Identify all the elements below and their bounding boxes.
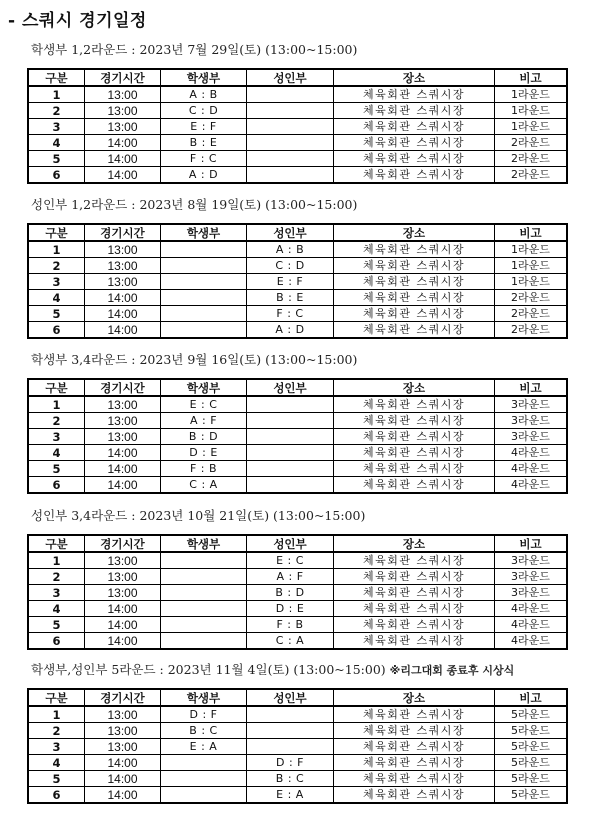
column-header-place: 장소 <box>334 69 495 86</box>
cell-student <box>161 601 247 617</box>
cell-student <box>161 322 247 339</box>
cell-note: 1라운드 <box>495 241 568 258</box>
column-header-adult: 성인부 <box>247 224 334 241</box>
cell-adult <box>247 723 334 739</box>
cell-student: F : B <box>161 461 247 477</box>
page-title: - 스쿼시 경기일정 <box>8 11 147 31</box>
cell-note: 3라운드 <box>495 413 568 429</box>
cell-no: 3 <box>28 119 85 135</box>
cell-note: 4라운드 <box>495 633 568 650</box>
cell-time: 14:00 <box>85 322 161 339</box>
column-header-adult: 성인부 <box>247 379 334 396</box>
section-caption-text: 성인부 3,4라운드 : 2023년 10월 21일(토) (13:00~15:00) <box>31 508 366 523</box>
column-header-no: 구분 <box>28 535 85 552</box>
cell-adult <box>247 396 334 413</box>
cell-no: 6 <box>28 322 85 339</box>
column-header-place: 장소 <box>334 224 495 241</box>
table-header-row <box>28 69 567 86</box>
cell-no: 6 <box>28 633 85 650</box>
cell-place: 체육회관 스쿼시장 <box>334 119 495 135</box>
table-row <box>28 445 567 461</box>
cell-adult <box>247 151 334 167</box>
cell-note: 5라운드 <box>495 755 568 771</box>
cell-student: B : D <box>161 429 247 445</box>
cell-student: E : C <box>161 396 247 413</box>
cell-time: 14:00 <box>85 151 161 167</box>
table-row <box>28 413 567 429</box>
section-caption <box>31 350 357 368</box>
table-row <box>28 552 567 569</box>
cell-adult <box>247 477 334 494</box>
cell-no: 2 <box>28 569 85 585</box>
cell-student: F : C <box>161 151 247 167</box>
cell-time: 13:00 <box>85 739 161 755</box>
cell-note: 5라운드 <box>495 706 568 723</box>
cell-adult: E : A <box>247 787 334 804</box>
column-header-time: 경기시간 <box>85 224 161 241</box>
cell-student: C : A <box>161 477 247 494</box>
cell-time: 13:00 <box>85 103 161 119</box>
cell-note: 1라운드 <box>495 86 568 103</box>
cell-no: 4 <box>28 135 85 151</box>
cell-student <box>161 617 247 633</box>
cell-time: 14:00 <box>85 787 161 804</box>
section-caption <box>31 40 357 58</box>
cell-student <box>161 755 247 771</box>
column-header-note: 비고 <box>495 535 568 552</box>
cell-place: 체육회관 스쿼시장 <box>334 413 495 429</box>
table-row <box>28 306 567 322</box>
cell-adult <box>247 706 334 723</box>
cell-no: 3 <box>28 429 85 445</box>
cell-no: 1 <box>28 241 85 258</box>
cell-adult: A : B <box>247 241 334 258</box>
cell-place: 체육회관 스쿼시장 <box>334 771 495 787</box>
cell-note: 1라운드 <box>495 274 568 290</box>
cell-time: 13:00 <box>85 706 161 723</box>
cell-time: 13:00 <box>85 119 161 135</box>
cell-note: 2라운드 <box>495 151 568 167</box>
cell-adult: A : D <box>247 322 334 339</box>
cell-time: 14:00 <box>85 633 161 650</box>
cell-time: 14:00 <box>85 167 161 184</box>
cell-note: 1라운드 <box>495 258 568 274</box>
table-header-row <box>28 689 567 706</box>
column-header-time: 경기시간 <box>85 535 161 552</box>
column-header-note: 비고 <box>495 689 568 706</box>
cell-place: 체육회관 스쿼시장 <box>334 617 495 633</box>
cell-student: D : F <box>161 706 247 723</box>
table-row <box>28 771 567 787</box>
cell-place: 체육회관 스쿼시장 <box>334 167 495 184</box>
cell-place: 체육회관 스쿼시장 <box>334 585 495 601</box>
cell-no: 3 <box>28 585 85 601</box>
column-header-place: 장소 <box>334 535 495 552</box>
cell-place: 체육회관 스쿼시장 <box>334 445 495 461</box>
column-header-place: 장소 <box>334 379 495 396</box>
cell-student <box>161 569 247 585</box>
column-header-time: 경기시간 <box>85 69 161 86</box>
cell-time: 14:00 <box>85 771 161 787</box>
cell-time: 14:00 <box>85 306 161 322</box>
cell-time: 13:00 <box>85 274 161 290</box>
ceremony-note: ※리그대회 종료후 시상식 <box>389 664 515 677</box>
schedule-table <box>27 688 568 804</box>
cell-student <box>161 274 247 290</box>
cell-adult: F : B <box>247 617 334 633</box>
cell-note: 4라운드 <box>495 617 568 633</box>
cell-place: 체육회관 스쿼시장 <box>334 274 495 290</box>
cell-place: 체육회관 스쿼시장 <box>334 461 495 477</box>
table-row <box>28 723 567 739</box>
cell-time: 14:00 <box>85 461 161 477</box>
cell-adult: C : D <box>247 258 334 274</box>
cell-student <box>161 787 247 804</box>
cell-no: 6 <box>28 167 85 184</box>
cell-no: 2 <box>28 413 85 429</box>
cell-no: 1 <box>28 86 85 103</box>
table-row <box>28 167 567 184</box>
section-caption <box>31 506 365 524</box>
column-header-student: 학생부 <box>161 689 247 706</box>
cell-place: 체육회관 스쿼시장 <box>334 396 495 413</box>
cell-note: 4라운드 <box>495 461 568 477</box>
cell-place: 체육회관 스쿼시장 <box>334 429 495 445</box>
cell-no: 5 <box>28 461 85 477</box>
column-header-note: 비고 <box>495 69 568 86</box>
cell-place: 체육회관 스쿼시장 <box>334 290 495 306</box>
cell-time: 14:00 <box>85 477 161 494</box>
cell-note: 2라운드 <box>495 306 568 322</box>
cell-adult: F : C <box>247 306 334 322</box>
cell-place: 체육회관 스쿼시장 <box>334 258 495 274</box>
cell-note: 5라운드 <box>495 771 568 787</box>
cell-no: 4 <box>28 601 85 617</box>
cell-place: 체육회관 스쿼시장 <box>334 755 495 771</box>
column-header-note: 비고 <box>495 379 568 396</box>
cell-adult <box>247 167 334 184</box>
cell-time: 13:00 <box>85 569 161 585</box>
table-row <box>28 633 567 650</box>
cell-time: 13:00 <box>85 552 161 569</box>
cell-student: A : D <box>161 167 247 184</box>
table-row <box>28 706 567 723</box>
cell-place: 체육회관 스쿼시장 <box>334 787 495 804</box>
cell-note: 3라운드 <box>495 552 568 569</box>
cell-time: 13:00 <box>85 723 161 739</box>
cell-place: 체육회관 스쿼시장 <box>334 601 495 617</box>
table-row <box>28 103 567 119</box>
cell-note: 1라운드 <box>495 103 568 119</box>
cell-adult: D : F <box>247 755 334 771</box>
cell-place: 체육회관 스쿼시장 <box>334 86 495 103</box>
cell-note: 3라운드 <box>495 585 568 601</box>
cell-place: 체육회관 스쿼시장 <box>334 306 495 322</box>
cell-adult: E : C <box>247 552 334 569</box>
table-header-row <box>28 224 567 241</box>
cell-student: E : F <box>161 119 247 135</box>
cell-place: 체육회관 스쿼시장 <box>334 477 495 494</box>
cell-time: 14:00 <box>85 601 161 617</box>
cell-student <box>161 585 247 601</box>
section-caption-text: 성인부 1,2라운드 : 2023년 8월 19일(토) (13:00~15:00) <box>31 197 358 212</box>
cell-adult: A : F <box>247 569 334 585</box>
cell-time: 13:00 <box>85 396 161 413</box>
table-row <box>28 739 567 755</box>
cell-time: 13:00 <box>85 429 161 445</box>
cell-no: 3 <box>28 274 85 290</box>
cell-adult <box>247 119 334 135</box>
column-header-no: 구분 <box>28 689 85 706</box>
table-row <box>28 322 567 339</box>
table-row <box>28 787 567 804</box>
table-row <box>28 755 567 771</box>
cell-adult <box>247 135 334 151</box>
cell-adult <box>247 429 334 445</box>
cell-student: E : A <box>161 739 247 755</box>
cell-no: 4 <box>28 445 85 461</box>
table-row <box>28 151 567 167</box>
cell-time: 14:00 <box>85 290 161 306</box>
table-header-row <box>28 379 567 396</box>
cell-place: 체육회관 스쿼시장 <box>334 723 495 739</box>
cell-student: D : E <box>161 445 247 461</box>
cell-no: 2 <box>28 103 85 119</box>
column-header-adult: 성인부 <box>247 689 334 706</box>
cell-no: 1 <box>28 706 85 723</box>
cell-no: 5 <box>28 771 85 787</box>
cell-place: 체육회관 스쿼시장 <box>334 135 495 151</box>
cell-no: 3 <box>28 739 85 755</box>
cell-student <box>161 633 247 650</box>
cell-no: 1 <box>28 396 85 413</box>
table-row <box>28 601 567 617</box>
cell-no: 5 <box>28 151 85 167</box>
cell-note: 3라운드 <box>495 569 568 585</box>
cell-note: 4라운드 <box>495 477 568 494</box>
table-header-row <box>28 535 567 552</box>
cell-place: 체육회관 스쿼시장 <box>334 552 495 569</box>
schedule-table <box>27 223 568 339</box>
section-caption-text: 학생부 1,2라운드 : 2023년 7월 29일(토) (13:00~15:00) <box>31 42 358 57</box>
column-header-student: 학생부 <box>161 69 247 86</box>
column-header-note: 비고 <box>495 224 568 241</box>
schedule-table <box>27 68 568 184</box>
cell-no: 6 <box>28 477 85 494</box>
cell-student: B : C <box>161 723 247 739</box>
cell-note: 2라운드 <box>495 290 568 306</box>
cell-no: 1 <box>28 552 85 569</box>
table-row <box>28 617 567 633</box>
cell-no: 5 <box>28 306 85 322</box>
cell-adult: B : E <box>247 290 334 306</box>
cell-time: 13:00 <box>85 413 161 429</box>
cell-adult <box>247 445 334 461</box>
table-row <box>28 461 567 477</box>
table-row <box>28 274 567 290</box>
cell-adult <box>247 739 334 755</box>
cell-student: A : B <box>161 86 247 103</box>
column-header-student: 학생부 <box>161 379 247 396</box>
column-header-adult: 성인부 <box>247 535 334 552</box>
cell-time: 14:00 <box>85 755 161 771</box>
cell-adult: D : E <box>247 601 334 617</box>
column-header-student: 학생부 <box>161 224 247 241</box>
cell-student <box>161 552 247 569</box>
column-header-no: 구분 <box>28 224 85 241</box>
cell-note: 5라운드 <box>495 739 568 755</box>
table-row <box>28 477 567 494</box>
column-header-no: 구분 <box>28 379 85 396</box>
cell-no: 6 <box>28 787 85 804</box>
section-caption-text: 학생부,성인부 5라운드 : 2023년 11월 4일(토) (13:00~15:00) <box>31 662 386 677</box>
cell-adult <box>247 103 334 119</box>
cell-note: 2라운드 <box>495 135 568 151</box>
schedule-table <box>27 534 568 650</box>
cell-student <box>161 258 247 274</box>
cell-student <box>161 771 247 787</box>
cell-note: 4라운드 <box>495 601 568 617</box>
cell-note: 3라운드 <box>495 396 568 413</box>
section-caption <box>31 660 514 678</box>
table-row <box>28 119 567 135</box>
cell-time: 13:00 <box>85 258 161 274</box>
cell-student: C : D <box>161 103 247 119</box>
cell-adult: E : F <box>247 274 334 290</box>
table-row <box>28 429 567 445</box>
table-row <box>28 585 567 601</box>
cell-student <box>161 306 247 322</box>
cell-student: B : E <box>161 135 247 151</box>
cell-place: 체육회관 스쿼시장 <box>334 706 495 723</box>
table-row <box>28 86 567 103</box>
cell-student <box>161 241 247 258</box>
cell-note: 3라운드 <box>495 429 568 445</box>
cell-no: 5 <box>28 617 85 633</box>
table-row <box>28 135 567 151</box>
column-header-adult: 성인부 <box>247 69 334 86</box>
cell-adult: C : A <box>247 633 334 650</box>
section-caption-text: 학생부 3,4라운드 : 2023년 9월 16일(토) (13:00~15:00) <box>31 352 358 367</box>
cell-time: 14:00 <box>85 617 161 633</box>
cell-note: 5라운드 <box>495 787 568 804</box>
cell-place: 체육회관 스쿼시장 <box>334 569 495 585</box>
cell-note: 4라운드 <box>495 445 568 461</box>
cell-student <box>161 290 247 306</box>
cell-place: 체육회관 스쿼시장 <box>334 103 495 119</box>
cell-place: 체육회관 스쿼시장 <box>334 633 495 650</box>
cell-place: 체육회관 스쿼시장 <box>334 151 495 167</box>
cell-note: 2라운드 <box>495 322 568 339</box>
column-header-student: 학생부 <box>161 535 247 552</box>
cell-adult <box>247 461 334 477</box>
cell-place: 체육회관 스쿼시장 <box>334 241 495 258</box>
cell-student: A : F <box>161 413 247 429</box>
table-row <box>28 241 567 258</box>
cell-time: 14:00 <box>85 445 161 461</box>
table-row <box>28 396 567 413</box>
cell-place: 체육회관 스쿼시장 <box>334 739 495 755</box>
cell-no: 4 <box>28 755 85 771</box>
column-header-no: 구분 <box>28 69 85 86</box>
schedule-table <box>27 378 568 494</box>
cell-no: 2 <box>28 723 85 739</box>
cell-place: 체육회관 스쿼시장 <box>334 322 495 339</box>
cell-no: 4 <box>28 290 85 306</box>
cell-note: 1라운드 <box>495 119 568 135</box>
table-row <box>28 258 567 274</box>
table-row <box>28 569 567 585</box>
cell-no: 2 <box>28 258 85 274</box>
cell-time: 13:00 <box>85 241 161 258</box>
section-caption <box>31 195 357 213</box>
cell-time: 14:00 <box>85 135 161 151</box>
cell-adult: B : C <box>247 771 334 787</box>
column-header-time: 경기시간 <box>85 379 161 396</box>
cell-note: 5라운드 <box>495 723 568 739</box>
cell-time: 13:00 <box>85 86 161 103</box>
column-header-time: 경기시간 <box>85 689 161 706</box>
column-header-place: 장소 <box>334 689 495 706</box>
cell-note: 2라운드 <box>495 167 568 184</box>
table-row <box>28 290 567 306</box>
cell-time: 13:00 <box>85 585 161 601</box>
cell-adult <box>247 86 334 103</box>
cell-adult <box>247 413 334 429</box>
cell-adult: B : D <box>247 585 334 601</box>
